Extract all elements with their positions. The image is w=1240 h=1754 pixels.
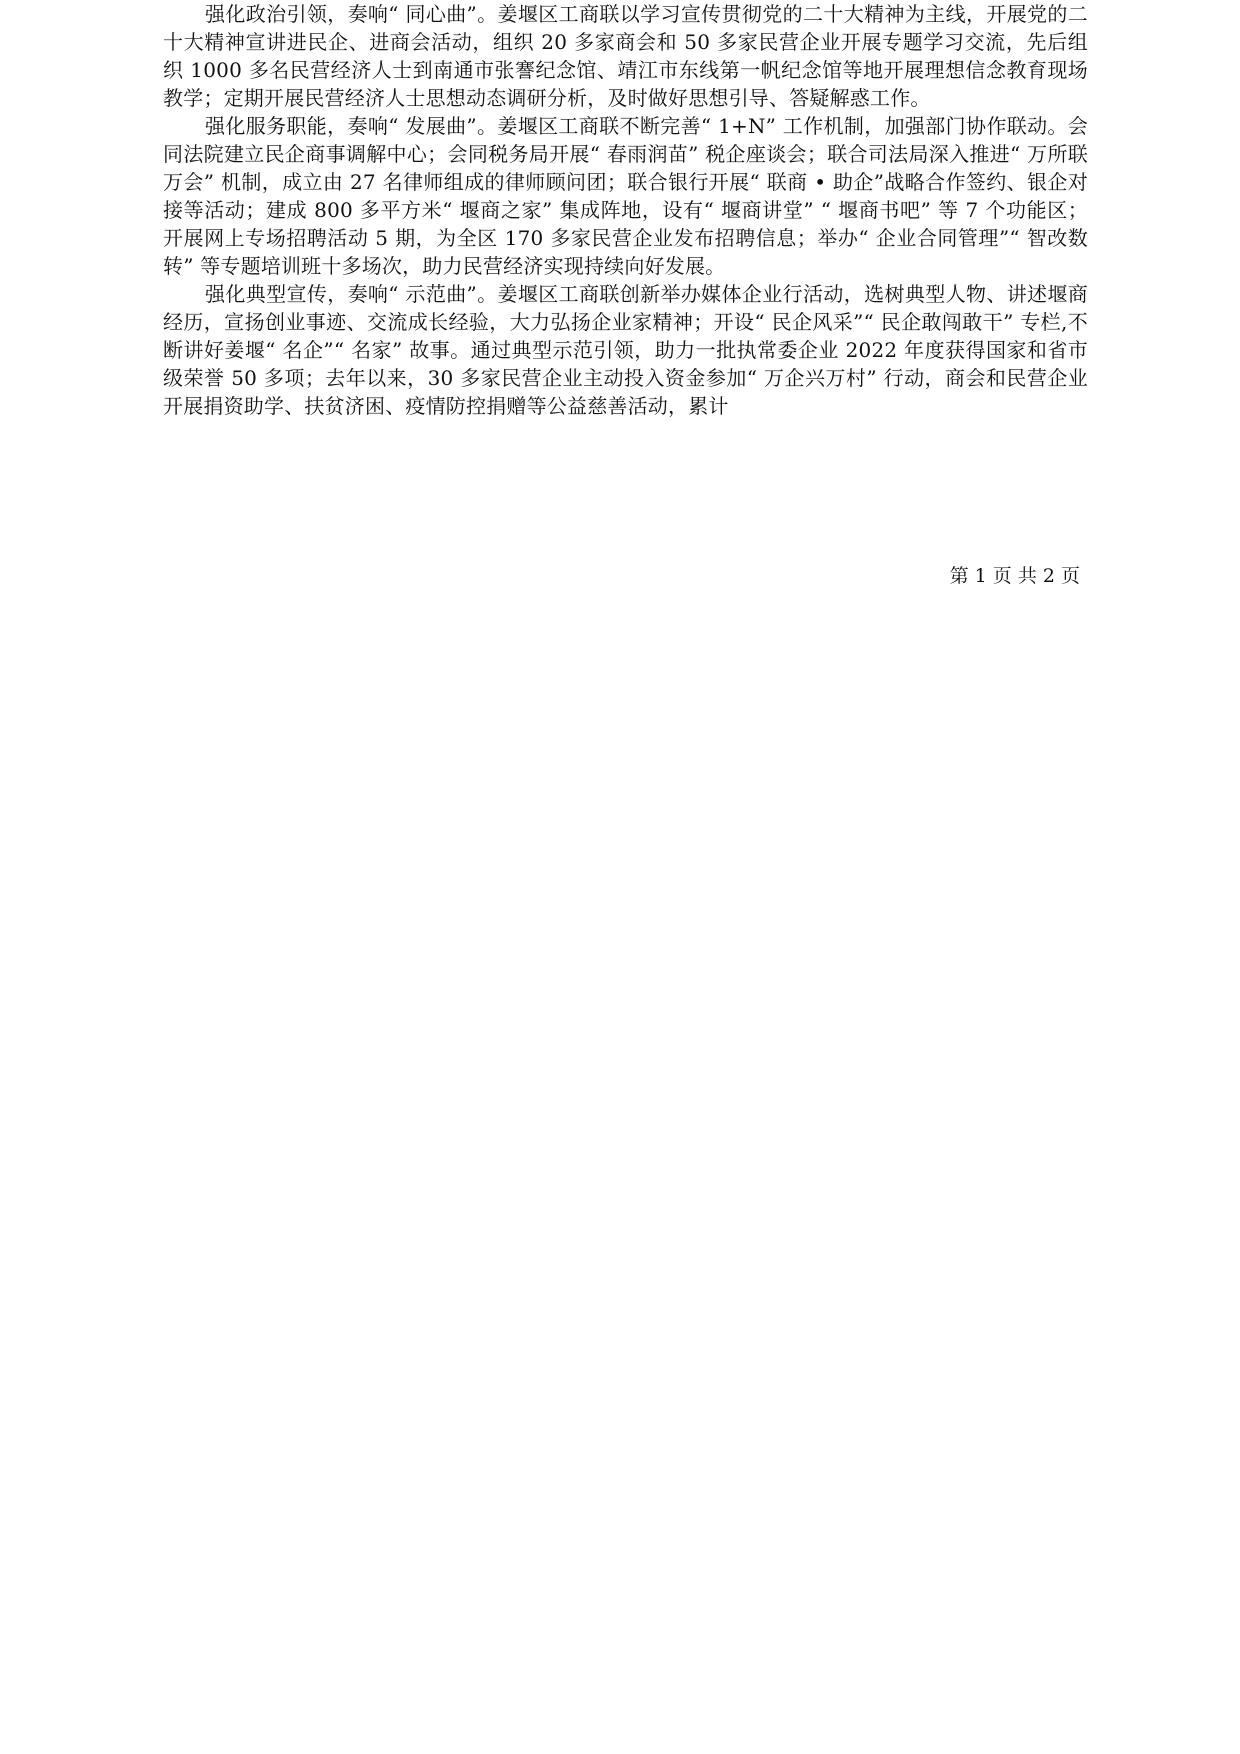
- page-number: 第 1 页 共 2 页: [949, 565, 1080, 587]
- paragraph-political-guidance: 强化政治引领，奏响“ 同心曲”。姜堰区工商联以学习宣传贯彻党的二十大精神为主线，开展党的二十大精神宣讲进民企、进商会活动，组织 20 多家商会和 50 多家民营企业开展专题学习交流，先后组织 1000 多名民营经济人士到南通市张謇纪念馆、靖江市东线第一帆纪念馆等地开展理想信念教育现场教学；定期开展民营经济人士思想动态调研分析，及时做好思想引导、答疑解惑工作。: [163, 2, 1088, 110]
- document-body: [163, 0, 1088, 420]
- paragraph-typical-publicity: 强化典型宣传，奏响“ 示范曲”。姜堰区工商联创新举办媒体企业行活动，选树典型人物、讲述堰商经历，宣扬创业事迹、交流成长经验，大力弘扬企业家精神；开设“ 民企风采”“ 民企敢闯敢干” 专栏,不断讲好姜堰“ 名企”“ 名家” 故事。通过典型示范引领，助力一批执常委企业 2022 年度获得国家和省市级荣誉 50 多项；去年以来，30 多家民营企业主动投入资金参加“ 万企兴万村” 行动，商会和民营企业开展捐资助学、扶贫济困、疫情防控捐赠等公益慈善活动，累计: [163, 282, 1088, 418]
- paragraph-service-function: 强化服务职能，奏响“ 发展曲”。姜堰区工商联不断完善“ 1+N” 工作机制，加强部门协作联动。会同法院建立民企商事调解中心；会同税务局开展“ 春雨润苗” 税企座谈会；联合司法局深入推进“ 万所联万会” 机制，成立由 27 名律师组成的律师顾问团；联合银行开展“ 联商 • 助企”战略合作签约、银企对接等活动；建成 800 多平方米“ 堰商之家” 集成阵地，设有“ 堰商讲堂” “ 堰商书吧” 等 7 个功能区；开展网上专场招聘活动 5 期，为全区 170 多家民营企业发布招聘信息；举办“ 企业合同管理”“ 智改数转” 等专题培训班十多场次，助力民营经济实现持续向好发展。: [163, 114, 1088, 278]
